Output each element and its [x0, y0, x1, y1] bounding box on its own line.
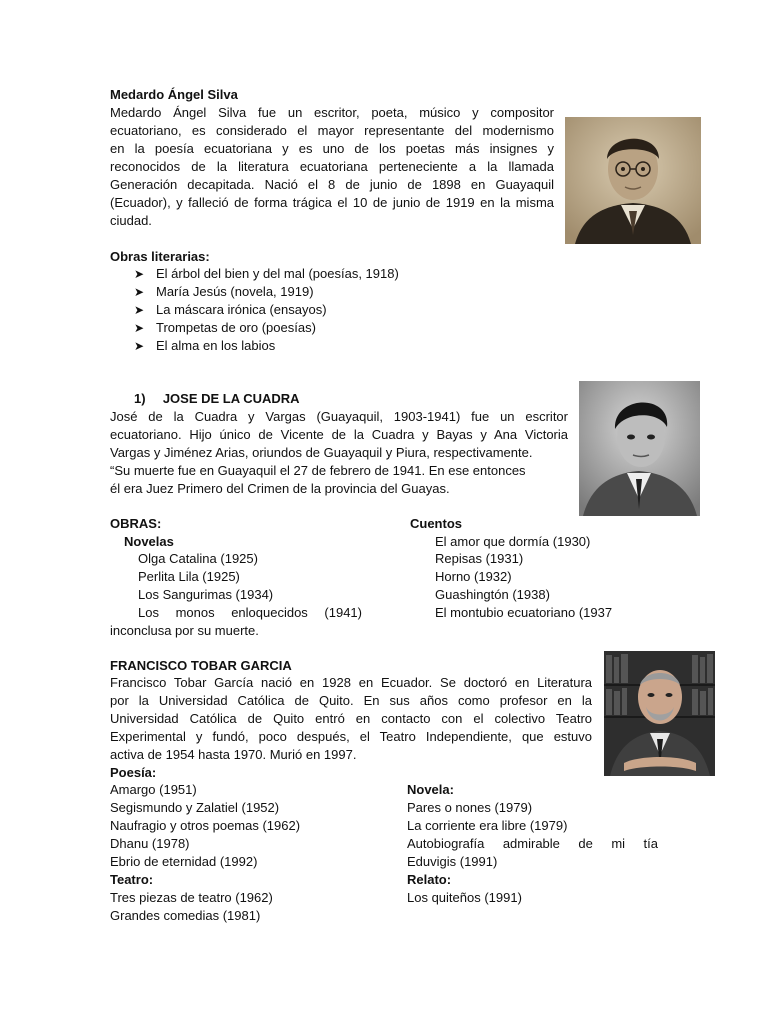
cuadra-bio-line: José de la Cuadra y Vargas (Guayaquil, 1903-1941) fue un escritor [110, 409, 568, 424]
silva-bio-line: ecuatoriano, es considerado el mayor representante del modernismo [110, 123, 554, 138]
tobar-novela-item: Eduvigis (1991) [407, 854, 498, 869]
cuadra-cuento: Repisas (1931) [435, 551, 524, 566]
arrow-bullet-icon: ➤ [134, 285, 145, 299]
silva-bio-line: Generación decapitada. Nació el 8 de junio de 1898 en Guayaquil [110, 177, 554, 192]
silva-work: El alma en los labios [156, 338, 276, 353]
arrow-bullet-icon: ➤ [134, 267, 145, 281]
silva-heading: Medardo Ángel Silva [110, 87, 238, 102]
cuadra-novela: Olga Catalina (1925) [138, 551, 258, 566]
silva-portrait [565, 117, 701, 244]
cuadra-heading: JOSE DE LA CUADRA [162, 391, 300, 406]
cuadra-cuentos-label: Cuentos [410, 516, 462, 531]
tobar-poesia-item: Amargo (1951) [110, 782, 197, 797]
tobar-novela-item: Autobiografía admirable de mi tía [407, 836, 658, 851]
cuadra-novela-note: inconclusa por su muerte. [110, 623, 259, 638]
cuadra-obras-label: OBRAS: [110, 516, 162, 531]
list-item [134, 337, 275, 355]
arrow-bullet-icon: ➤ [134, 321, 145, 335]
tobar-teatro-label: Teatro: [110, 872, 154, 887]
cuadra-cuento: El montubio ecuatoriano (1937 [435, 605, 613, 620]
tobar-relato-item: Los quiteños (1991) [407, 890, 522, 905]
tobar-novela-item: La corriente era libre (1979) [407, 818, 568, 833]
cuadra-novelas-label: Novelas [124, 534, 174, 549]
cuadra-bio-line: Vargas y Jiménez Arias, oriundos de Guayaquil y Piura, respectivamente. [110, 445, 533, 460]
silva-bio-line: en la poesía ecuatoriana y es uno de los poetas más insignes y [110, 141, 554, 156]
cuadra-bio-line: ecuatoriano. Hijo único de Vicente de la Cuadra y Bayas y Ana Victoria [110, 427, 568, 442]
arrow-bullet-icon: ➤ [134, 303, 145, 317]
cuadra-cuento: Guashingtón (1938) [435, 587, 550, 602]
cuadra-number: 1) [134, 391, 146, 406]
tobar-bio-line: Universidad Católica de Quito entró en contacto con el colectivo Teatro [110, 711, 592, 726]
silva-work: La máscara irónica (ensayos) [156, 302, 327, 317]
tobar-portrait [604, 651, 715, 776]
tobar-bio-line: activa de 1954 hasta 1970. Murió en 1997. [110, 747, 357, 762]
cuadra-bio-line: “Su muerte fue en Guayaquil el 27 de febrero de 1941. En ese entonces [110, 463, 526, 478]
list-item [134, 265, 399, 283]
tobar-poesia-item: Dhanu (1978) [110, 836, 190, 851]
tobar-bio-line: por la Universidad Católica de Quito. En sus años como profesor en la [110, 693, 592, 708]
silva-work: María Jesús (novela, 1919) [156, 284, 314, 299]
silva-work: Trompetas de oro (poesías) [156, 320, 316, 335]
cuadra-portrait [579, 381, 700, 516]
tobar-novela-label: Novela: [407, 782, 454, 797]
tobar-poesia-label: Poesía: [110, 765, 157, 780]
list-item [134, 283, 314, 301]
tobar-poesia-item: Naufragio y otros poemas (1962) [110, 818, 301, 833]
cuadra-novela: Los Sangurimas (1934) [138, 587, 274, 602]
tobar-teatro-item: Tres piezas de teatro (1962) [110, 890, 273, 905]
cuadra-novela: Los monos enloquecidos (1941) [138, 605, 362, 620]
silva-works-heading: Obras literarias: [110, 249, 210, 264]
cuadra-heading-row [134, 390, 300, 408]
cuadra-cuento: El amor que dormía (1930) [435, 534, 591, 549]
silva-bio-line: Medardo Ángel Silva fue un escritor, poeta, músico y compositor [110, 105, 554, 120]
tobar-relato-label: Relato: [407, 872, 452, 887]
cuadra-novela: Perlita Lila (1925) [138, 569, 240, 584]
silva-work: El árbol del bien y del mal (poesías, 1918) [156, 266, 399, 281]
arrow-bullet-icon: ➤ [134, 339, 145, 353]
cuadra-cuento: Horno (1932) [435, 569, 512, 584]
silva-bio-line: (Ecuador), y falleció de forma trágica el 10 de junio de 1919 en la misma [110, 195, 554, 210]
silva-bio-line: reconocidos de la literatura ecuatoriana perteneciente a la llamada [110, 159, 554, 174]
tobar-bio-line: Francisco Tobar García nació en 1928 en Ecuador. Se doctoró en Literatura [110, 675, 592, 690]
tobar-novela-item: Pares o nones (1979) [407, 800, 533, 815]
list-item [134, 319, 316, 337]
tobar-poesia-item: Ebrio de eternidad (1992) [110, 854, 258, 869]
tobar-bio-line: Experimental y fundó, poco después, el Teatro Independiente, que estuvo [110, 729, 592, 744]
silva-bio-line: ciudad. [110, 213, 152, 228]
list-item [134, 301, 327, 319]
cuadra-bio-line: él era Juez Primero del Crimen de la provincia del Guayas. [110, 481, 450, 496]
tobar-heading: FRANCISCO TOBAR GARCIA [110, 658, 292, 673]
tobar-poesia-item: Segismundo y Zalatiel (1952) [110, 800, 280, 815]
tobar-teatro-item: Grandes comedias (1981) [110, 908, 261, 923]
